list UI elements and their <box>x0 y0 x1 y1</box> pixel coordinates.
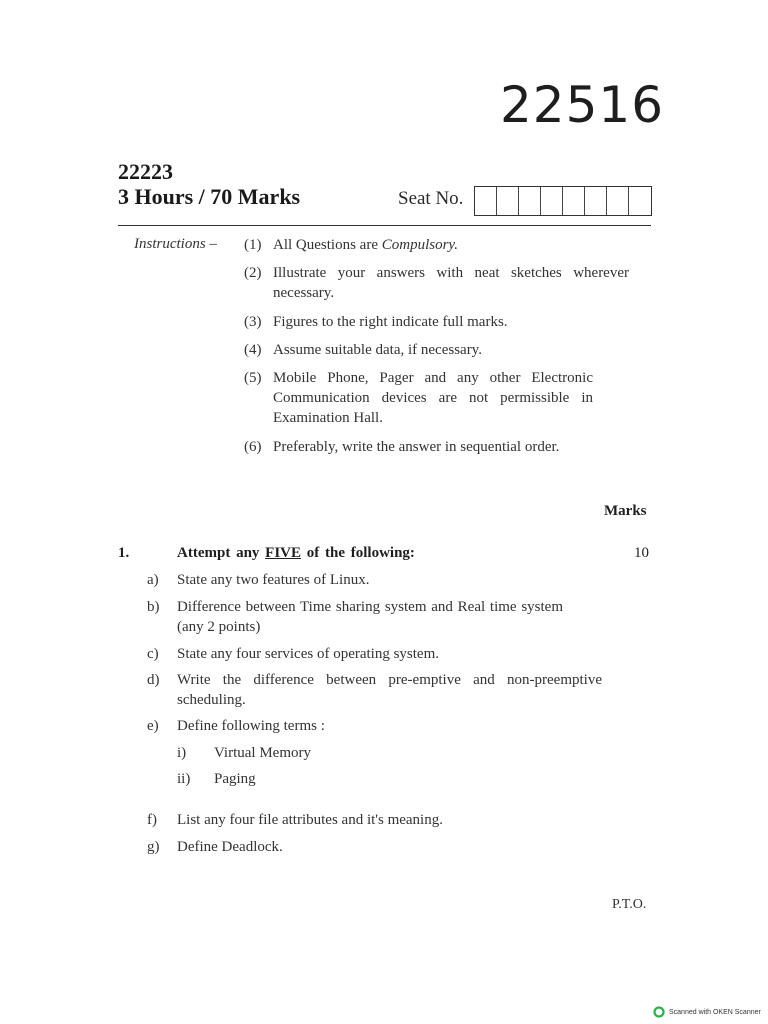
sub-question-text: Write the difference between pre-emptive and non-preemptive scheduling. <box>177 672 602 708</box>
instruction-text: Figures to the right indicate full marks. <box>273 314 508 330</box>
page-turn-over: P.T.O. <box>612 897 647 912</box>
sub-question-label: b) <box>147 599 160 615</box>
header-divider <box>118 225 651 226</box>
instruction-text: Illustrate your answers with neat sketches wherever necessary. <box>273 265 629 301</box>
sub-question <box>147 716 572 736</box>
instruction-number: (2) <box>244 265 262 281</box>
seat-box <box>585 187 607 215</box>
instruction-number: (1) <box>244 237 262 253</box>
question-paper-code: 22516 <box>500 76 665 134</box>
sub-question-text: Define following terms : <box>177 718 325 734</box>
duration-marks: 3 Hours / 70 Marks <box>118 184 301 209</box>
scanner-logo-icon <box>653 1006 665 1018</box>
question-marks: 10 <box>634 545 649 561</box>
sub-question <box>147 670 602 710</box>
seat-box <box>475 187 497 215</box>
instruction-item <box>244 437 639 457</box>
seat-box <box>541 187 563 215</box>
instruction-item <box>244 235 639 255</box>
sub-question-text: State any four services of operating system. <box>177 646 440 662</box>
sub-term-text: Paging <box>214 771 256 787</box>
sub-question <box>147 810 572 830</box>
question-title: Attempt any FIVE of the following: <box>177 545 415 561</box>
scanner-text: Scanned with OKEN Scanner <box>669 1008 761 1016</box>
scanner-watermark <box>653 1006 761 1018</box>
instruction-number: (5) <box>244 370 262 386</box>
sub-question <box>147 597 563 637</box>
sub-question-label: e) <box>147 718 159 734</box>
sub-term-label: ii) <box>177 771 191 787</box>
instruction-text: All Questions are Compulsory. <box>273 237 458 253</box>
sub-question-text: Difference between Time sharing system and Real time system (any 2 points) <box>177 599 563 635</box>
subject-code: 22223 <box>118 159 173 184</box>
seat-box <box>563 187 585 215</box>
seat-box <box>497 187 519 215</box>
instruction-number: (4) <box>244 342 262 358</box>
instruction-text: Mobile Phone, Pager and any other Electronic Communication devices are not permissible in Examination Hall. <box>273 370 593 426</box>
sub-question <box>147 644 572 664</box>
instruction-item <box>244 263 639 303</box>
sub-question-text: State any two features of Linux. <box>177 572 370 588</box>
instruction-item <box>244 368 639 428</box>
sub-question-label: g) <box>147 839 160 855</box>
instruction-item <box>244 340 639 360</box>
seat-box <box>519 187 541 215</box>
sub-question <box>147 570 572 590</box>
sub-question-text: List any four file attributes and it's meaning. <box>177 812 443 828</box>
sub-term <box>177 743 311 763</box>
sub-question-label: a) <box>147 572 159 588</box>
sub-term <box>177 769 256 789</box>
sub-term-text: Virtual Memory <box>214 745 311 761</box>
instruction-number: (3) <box>244 314 262 330</box>
instruction-number: (6) <box>244 439 262 455</box>
seat-box <box>607 187 629 215</box>
instruction-text: Assume suitable data, if necessary. <box>273 342 482 358</box>
marks-column-heading: Marks <box>604 503 647 519</box>
sub-term-label: i) <box>177 745 187 761</box>
sub-question <box>147 837 572 857</box>
seat-number-boxes <box>474 186 652 216</box>
sub-question-label: f) <box>147 812 157 828</box>
sub-question-text: Define Deadlock. <box>177 839 283 855</box>
seat-box <box>629 187 651 215</box>
sub-question-label: d) <box>147 672 160 688</box>
instruction-text: Preferably, write the answer in sequential order. <box>273 439 560 455</box>
sub-question-label: c) <box>147 646 159 662</box>
question-number: 1. <box>118 545 130 561</box>
seat-number-label: Seat No. <box>398 188 464 209</box>
instructions-heading: Instructions – <box>134 236 217 252</box>
instruction-item <box>244 312 639 332</box>
